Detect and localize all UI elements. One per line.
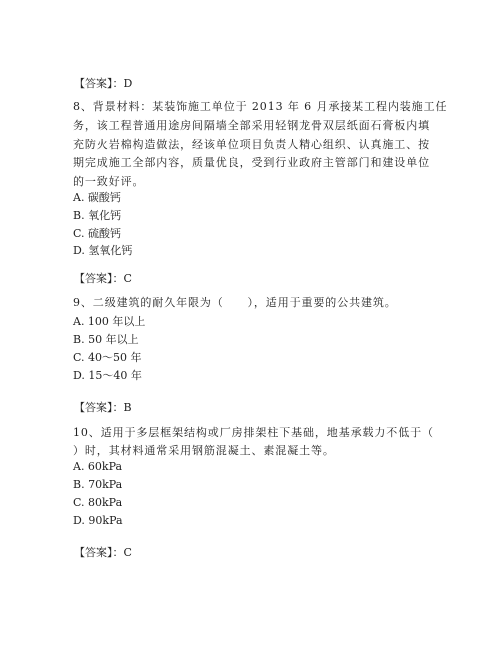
option-a: A. 100 年以上 [73, 315, 146, 328]
question-stem-line: 期完成施工全部内容，质量优良，受到行业政府主管部门和建设单位 [73, 156, 430, 169]
question-stem-line: 务，该工程普通用途房间隔墙全部采用轻钢龙骨双层纸面石膏板内填 [73, 119, 430, 132]
option-a: A. 60kPa [73, 460, 123, 473]
option-b: B. 70kPa [73, 478, 123, 491]
option-d: D. 15～40 年 [73, 369, 142, 382]
option-a: A. 碳酸钙 [73, 191, 121, 204]
option-d: D. 氢氧化钙 [73, 244, 133, 257]
option-b: B. 50 年以上 [73, 333, 139, 346]
question-stem-line: 充防火岩棉构造做法，经该单位项目负责人精心组织、认真施工、按 [73, 138, 430, 151]
answer-line: 【答案】：B [74, 401, 132, 414]
question-stem-line: 9、二级建筑的耐久年限为（ ），适用于重要的公共建筑。 [73, 296, 397, 309]
option-d: D. 90kPa [73, 514, 123, 527]
question-stem-line: 的一致好评。 [73, 175, 145, 188]
answer-line: 【答案】：C [74, 546, 132, 559]
option-b: B. 氧化钙 [73, 209, 122, 222]
answer-line: 【答案】：D [74, 77, 133, 90]
option-c: C. 80kPa [73, 496, 123, 509]
question-stem-line: 8、背景材料：某装饰施工单位于 2013 年 6 月承接某工程内装施工任 [73, 100, 448, 113]
option-c: C. 硫酸钙 [73, 227, 122, 240]
question-stem-line: ）时，其材料通常采用钢筋混凝土、素混凝土等。 [73, 444, 335, 457]
option-c: C. 40～50 年 [73, 351, 142, 364]
question-stem-line: 10、适用于多层框架结构或厂房排架柱下基础，地基承载力不低于（ [73, 426, 434, 439]
answer-line: 【答案】：C [74, 272, 132, 285]
